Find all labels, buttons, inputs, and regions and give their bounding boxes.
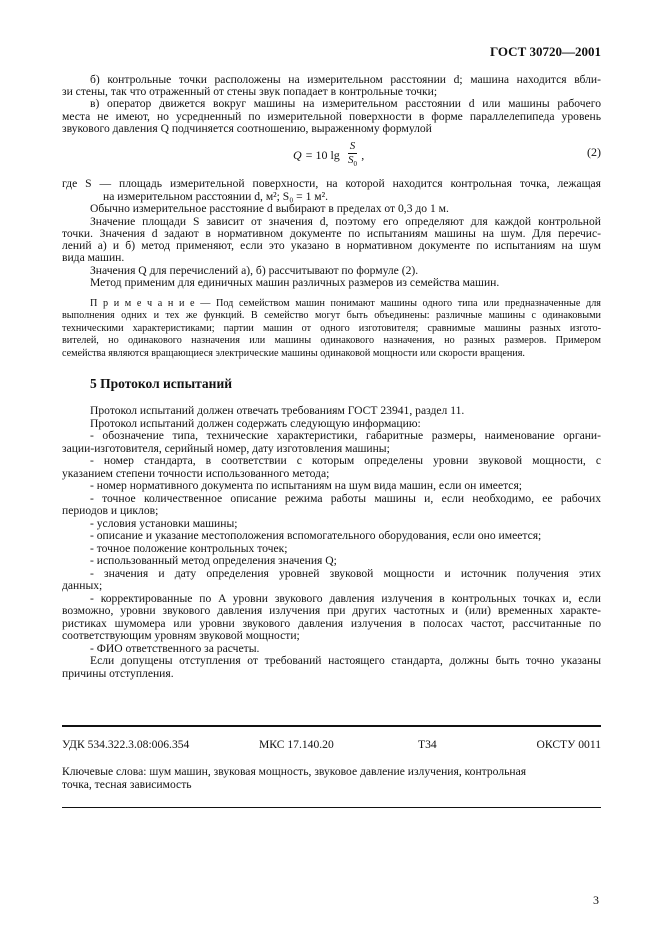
text-line: - точное количественное описание режима работы машины и, если необходимо, ее рабочих [90, 491, 601, 505]
text-line: - значения и дату определения уровней звуковой мощности и источник получения этих [90, 566, 601, 580]
text-line: Обычно измерительное расстояние d выбирают в пределах от 0,3 до 1 м. [90, 202, 449, 215]
section-heading: 5 Протокол испытаний [90, 376, 233, 391]
text-line: указанием степени точности использованного метода; [62, 466, 330, 480]
text-line: - ФИО ответственного за расчеты. [90, 641, 260, 655]
note-line: П р и м е ч а н и е — Под семейством машин понимают машины одного типа или предназначенные для [90, 298, 601, 309]
text-line: места не имеют, но усредненный по измерительной поверхности в форме параллелепипеда уровень [62, 110, 601, 123]
text-line: Значение площади S зависит от значения d, поэтому его определяют для каждой контрольной [90, 215, 601, 228]
text-line: соответствующим уровням звуковой мощности; [62, 629, 300, 642]
text-line: - точное положение контрольных точек; [90, 541, 288, 555]
udk-code: УДК 534.322.3.08:006.354 [62, 738, 190, 751]
document-id-header: ГОСТ 30720—2001 [489, 44, 601, 59]
note-line: выполнения одних и тех же функций. В семейство могут быть объединены: различные машины с одинаковыми [62, 310, 601, 321]
footer-bottom-rule [62, 807, 601, 808]
formula-den-subscript: 0 [353, 160, 358, 169]
note-line: семейства являются вращающиеся электрические машины одинаковой мощности или скорости вращения. [62, 348, 525, 359]
text-line: периодов и циклов; [62, 504, 159, 517]
footer-top-rule [62, 725, 601, 727]
oksty-code: ОКСТУ 0011 [536, 738, 601, 751]
text-line: - использованный метод определения значения Q; [90, 554, 337, 567]
text-line: возможно, уровни звукового давления излучения при других частотных и (или) временных характе- [62, 604, 601, 617]
text-line: зи стены, так что отраженный от стены звук попадает в контрольные точки; [62, 85, 438, 98]
formula-den-symbol: S [348, 154, 354, 166]
text-line: Если допущены отступления от требований настоящего стандарта, должны быть точно указаны [90, 654, 601, 667]
text-line: Значения Q для перечислений а), б) рассчитывают по формуле (2). [90, 264, 419, 277]
text-line: - условия установки машины; [90, 516, 238, 530]
text-line: Протокол испытаний должен отвечать требованиям ГОСТ 23941, раздел 11. [90, 404, 465, 417]
formula-2 [293, 140, 364, 171]
mks-code: МКС 17.140.20 [259, 738, 334, 751]
formula-number: (2) [587, 145, 601, 159]
formula-denominator [348, 154, 357, 171]
text-line: - номер нормативного документа по испытаниям на шум вида машин, если он имеется; [90, 479, 522, 492]
text-line: - корректированные по A уровни звукового давления излучения в контрольных точках и, если [90, 591, 601, 605]
text-line: - номер стандарта, в соответствии с которым определены уровни звуковой мощности, с [90, 454, 601, 467]
text-line: зации-изготовителя, серийный номер, дату изготовления машины; [62, 441, 390, 455]
formula-numerator: S [349, 140, 356, 152]
formula-tail: , [361, 148, 365, 163]
text-line: точки. Значения d задают в нормативном документе по испытаниям машины на шум. Для перечис- [62, 227, 601, 240]
formula-fraction [348, 140, 358, 171]
text-line: в) оператор движется вокруг машины на измерительном расстоянии d или машины рабочего [90, 97, 601, 110]
text-line: звукового давления Q подчиняется соотношению, выраженному формулой [62, 122, 432, 135]
note-line: вителей, но одинакового назначения или машины одинакового назначения, но разных размеров. Примером [62, 335, 601, 346]
text-line: лений а) и б) метод применяют, если это указано в нормативном документе по испытаниям на шум [62, 239, 601, 252]
text-line: данных; [62, 579, 103, 592]
text-line: - обозначение типа, технические характеристики, габаритные размеры, наименование органи- [90, 429, 601, 442]
formula-mid: = 10 lg [305, 148, 340, 163]
keywords-line: точка, тесная зависимость [62, 778, 192, 791]
note-line: техническими характеристиками; партии машин от одного изготовителя; сравнимые машины разных изгото- [62, 323, 601, 334]
text-line: - описание и указание местоположения вспомогательного оборудования, если оно имеется; [90, 529, 542, 542]
text-line: на измерительном расстоянии d, м²; S₀ = 1 м². [103, 190, 328, 203]
page-number: 3 [593, 893, 599, 907]
text-line: причины отступления. [62, 666, 174, 680]
t-code: Т34 [418, 738, 437, 751]
text-line: б) контрольные точки расположены на измерительном расстоянии d; машина находится вбли- [90, 73, 601, 86]
text-line: где S — площадь измерительной поверхности, на которой находится контрольная точка, лежащая [62, 177, 601, 190]
text-line: Метод применим для единичных машин различных размеров из семейства машин. [90, 276, 500, 289]
text-line: ристиках шумомера или уровни звукового давления излучения в полосах частот, рассчитанные по [62, 616, 601, 630]
text-line: Протокол испытаний должен содержать следующую информацию: [90, 416, 421, 430]
text-line: вида машин. [62, 251, 125, 264]
keywords-line: Ключевые слова: шум машин, звуковая мощность, звуковое давление излучения, контрольная [62, 765, 527, 778]
formula-lhs: Q [293, 148, 302, 163]
